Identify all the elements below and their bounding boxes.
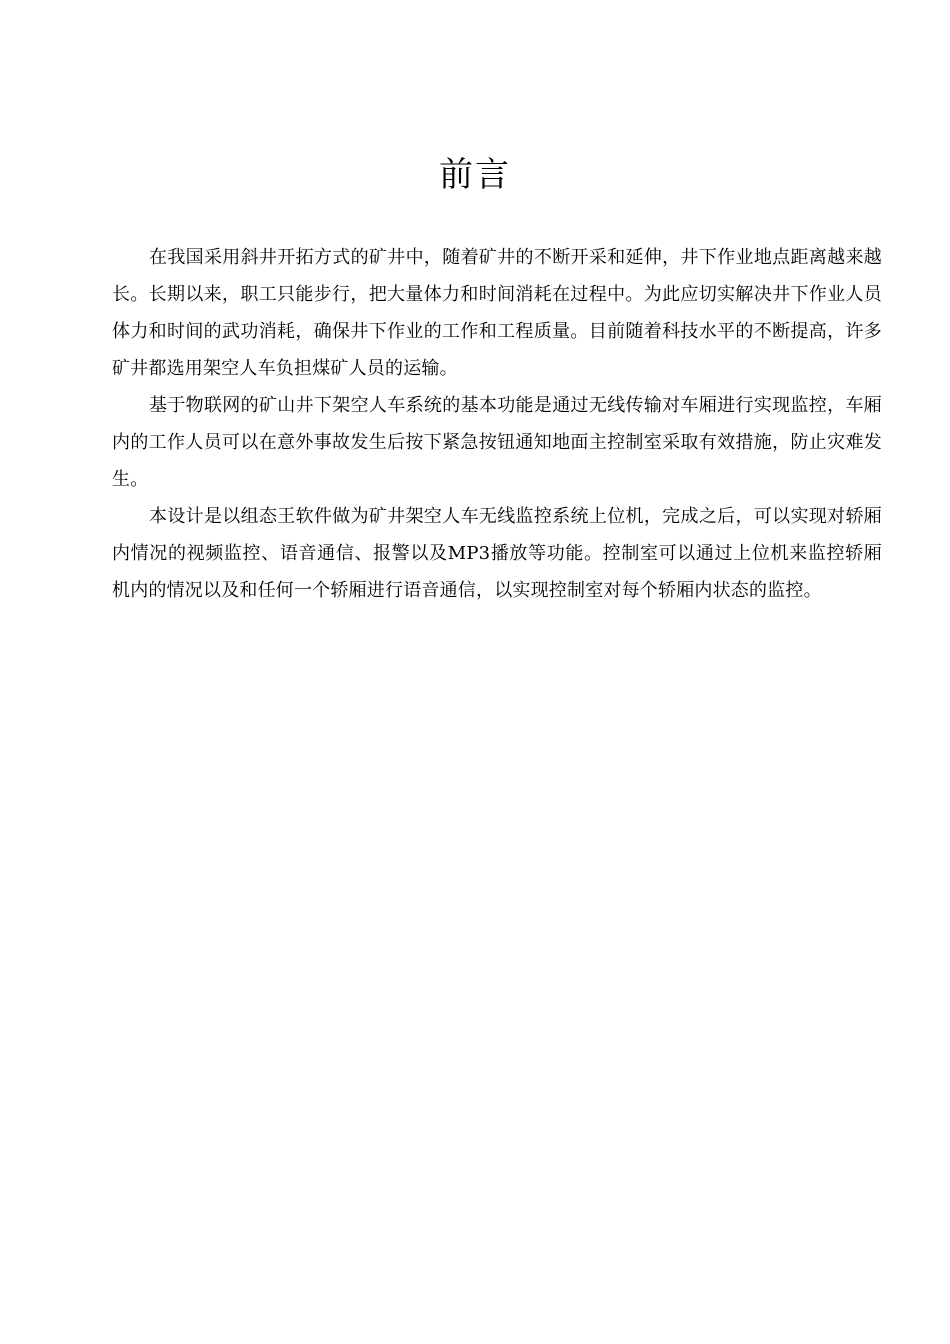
paragraph-3: 本设计是以组态王软件做为矿井架空人车无线监控系统上位机，完成之后，可以实现对轿厢内情况的视频监控、语音通信、报警以及MP3播放等功能。控制室可以通过上位机来监控轿厢机内的情况以及和任何一个轿厢进行语音通信，以实现控制室对每个轿厢内状态的监控。 bbox=[112, 506, 882, 601]
paragraph-2: 基于物联网的矿山井下架空人车系统的基本功能是通过无线传输对车厢进行实现监控，车厢内的工作人员可以在意外事故发生后按下紧急按钮通知地面主控制室采取有效措施，防止灾难发生。 bbox=[112, 395, 882, 490]
preface-body bbox=[112, 239, 882, 609]
page-title: 前言 bbox=[439, 155, 511, 195]
paragraph-1: 在我国采用斜井开拓方式的矿井中，随着矿井的不断开采和延伸，井下作业地点距离越来越长。长期以来，职工只能步行，把大量体力和时间消耗在过程中。为此应切实解决井下作业人员体力和时间的武功消耗，确保井下作业的工作和工程质量。目前随着科技水平的不断提高，许多矿井都选用架空人车负担煤矿人员的运输。 bbox=[112, 247, 882, 379]
